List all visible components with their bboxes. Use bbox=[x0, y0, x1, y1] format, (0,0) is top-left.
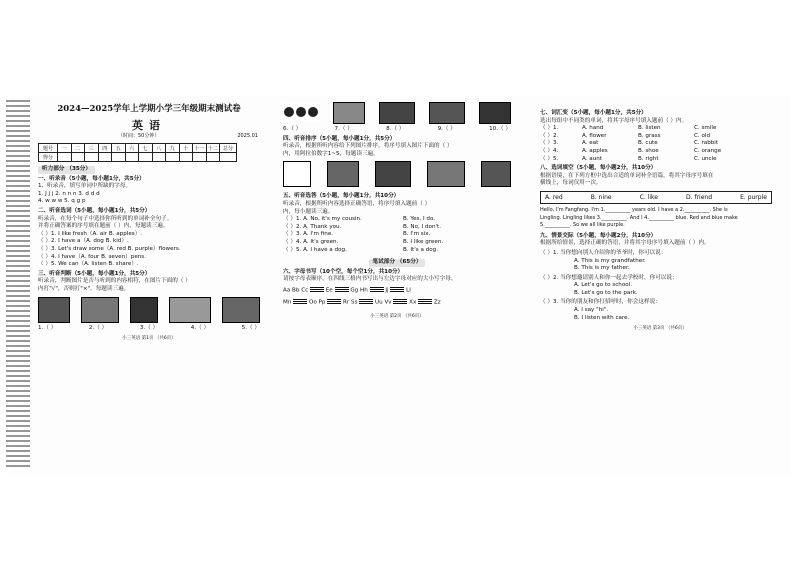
page-1 bbox=[38, 102, 260, 341]
picture-tree bbox=[38, 297, 70, 323]
q5-item: （ ）5. A. I have a dog. B. It's a dog. bbox=[283, 246, 438, 253]
q9-title: 九、情景交际（5小题，每小题2分，共10分） bbox=[540, 232, 657, 239]
picture-building bbox=[481, 161, 511, 187]
top-answers bbox=[283, 126, 511, 134]
q3-instruction: 内打"√"，否则打"×"，每题读三遍。 bbox=[38, 285, 130, 292]
answer-blank[interactable]: 5.（ ） bbox=[241, 324, 260, 331]
answer-blank[interactable]: 3.（ ） bbox=[139, 324, 159, 331]
answer-blank[interactable]: 10.（ ） bbox=[489, 126, 511, 132]
q7-item: （ ）4. A. apples B. shoe C. orange bbox=[540, 147, 722, 154]
q7-instruction: 选出每组中不同类的单词，将其字母序号填入题前（ ）内。 bbox=[540, 117, 688, 124]
page-footer: 小三英语 第2页 （共6页） bbox=[370, 314, 424, 320]
page-footer: 小三英语 第3页 （共6页） bbox=[633, 326, 687, 332]
picture-cup bbox=[283, 161, 311, 187]
q8-passage: Lingling. Lingling likes 3.__________. And I 4.__________ blue. Red and blue make bbox=[540, 214, 738, 221]
q4-instruction: 内，用阿拉伯数字1~5，每题读三遍。 bbox=[283, 150, 379, 157]
q3-pictures bbox=[38, 297, 260, 323]
q6-instruction: 请按字母表顺序，在四线三格内书写出与左边字母对应的大小写字母。 bbox=[283, 276, 457, 283]
q7-title: 七、词汇变（5小题，每小题1分，共5分） bbox=[540, 110, 647, 116]
q9-option: B. I listen with care. bbox=[574, 314, 630, 321]
written-header: 笔试部分 （65分） bbox=[283, 259, 511, 267]
answer-blank[interactable]: 1.（ ） bbox=[38, 324, 57, 331]
q9-question: （ ）1. 当你想向别人介绍你的爷爷时，你可以说： bbox=[540, 249, 667, 256]
page-2 bbox=[283, 102, 511, 319]
picture-children bbox=[222, 297, 260, 323]
picture-boy bbox=[81, 297, 119, 323]
q8-instruction: 横线上，每词仅用一次。 bbox=[540, 180, 602, 187]
q9-instruction: 根据所给情景，选择正确的答语，并将其字母序号填入题前（ ）内。 bbox=[540, 240, 710, 247]
q4-instruction: 听录音，根据所听内容给下列图片排序，将序号填入图片下面的（ ） bbox=[283, 143, 453, 150]
answer-blank[interactable]: 6.（ ） bbox=[283, 126, 302, 132]
q5-instruction: 听录音，根据所听内容选择正确答语，将序号填入题前（ ） bbox=[283, 200, 431, 207]
q9-option: B. This is my father. bbox=[574, 265, 630, 272]
top-pictures bbox=[283, 102, 511, 126]
picture-scene-3 bbox=[479, 102, 511, 124]
q6-row: Aa Bb Cc Ee Gg Hh Jj Ll bbox=[283, 287, 411, 294]
page-footer: 小三英语 第1页 （共6页） bbox=[122, 336, 176, 342]
q9-option: A. Let's go to school. bbox=[574, 282, 633, 289]
exam-time: （时间：50分钟） bbox=[118, 133, 160, 139]
exam-title: 2024—2025学年上学期小学三年级期末测试卷 bbox=[57, 104, 241, 114]
word-bank: A. red B. nine C. like D. friend E. purple bbox=[540, 191, 772, 204]
q9-question: （ ）3. 当你的朋友和你打招呼时，你会这样说： bbox=[540, 299, 661, 306]
q2-item: （ ）1. I like fresh（A. air B. apples）. bbox=[38, 230, 143, 237]
q6-title: 六、字母书写（10个空，每个空1分，共10分） bbox=[283, 268, 404, 275]
page-3 bbox=[540, 110, 780, 331]
q2-item: （ ）2. I have a（A. dog B. kid）. bbox=[38, 238, 129, 245]
q7-item: （ ）3. A. eat B. cute C. rabbit bbox=[540, 140, 719, 147]
picture-number-board bbox=[130, 297, 158, 323]
picture-girl bbox=[327, 161, 359, 187]
score-table: 题号 一 二 三 四 五 六 七 八 九 十 十一 十二 总分 得分 bbox=[38, 143, 237, 162]
q9-option: B. Let's go to the park. bbox=[574, 289, 638, 296]
q3-instruction: 听录音，判断图片是否与听到的内容相符，在图片下面的（ ） bbox=[38, 278, 191, 285]
binding-margin bbox=[6, 100, 30, 470]
picture-kids bbox=[333, 102, 365, 124]
q5-item: （ ）2. A. Thank you. B. No, I don't. bbox=[283, 223, 442, 230]
answer-blank[interactable]: 7.（ ） bbox=[334, 126, 353, 132]
subject-title: 英语 bbox=[132, 119, 166, 132]
q1-instruction: 1、听录音，填写单词中所缺的字母。 bbox=[38, 183, 132, 190]
q8-passage: 5.__________. So we all like purple. bbox=[540, 222, 625, 229]
q7-item: （ ）1. A. hand B. listen C. smile bbox=[540, 125, 717, 132]
q5-item: （ ）3. A. I'm fine. B. I'm six. bbox=[283, 231, 431, 238]
q6-row: Mn Oo Pp Rr Ss Uu Vv Xx Zz bbox=[283, 299, 441, 306]
q5-item: （ ）4. A. It's green. B. I like green. bbox=[283, 238, 444, 245]
q5-instruction: 内，每小题读三遍。 bbox=[283, 208, 334, 215]
picture-family bbox=[375, 161, 411, 187]
q2-item: （ ）5. We can（A. listen B. share）. bbox=[38, 261, 139, 268]
q2-item: （ ）3. Let's draw some（A. red B. purple）flowers. bbox=[38, 245, 181, 252]
q7-item: （ ）5. A. aunt B. right C. uncle bbox=[540, 155, 717, 162]
q5-item: （ ）1. A. No, it's my cousin. B. Yes, I do. bbox=[283, 216, 436, 223]
q2-item: （ ）4. I have（A. four B. seven）pens. bbox=[38, 253, 146, 260]
q3-answers bbox=[38, 325, 260, 333]
q1-row: 4. w w w 5. q g p bbox=[38, 198, 86, 205]
picture-scene bbox=[379, 102, 415, 124]
answer-blank[interactable]: 8.（ ） bbox=[386, 126, 405, 132]
picture-landscape bbox=[427, 161, 465, 187]
picture-person-ground bbox=[169, 297, 211, 323]
q8-title: 八、选词填空（5小题，每小题2分，共10分） bbox=[540, 165, 657, 172]
answer-blank[interactable]: 2.（ ） bbox=[88, 324, 108, 331]
q4-title: 四、听音排序（5小题，每小题1分，共5分） bbox=[283, 135, 396, 142]
q4-pictures bbox=[283, 161, 511, 189]
q8-instruction: 根据语境，在下列方框中选出合适的单词补全语篇，将其字母序号填在 bbox=[540, 172, 714, 179]
q2-instruction: 并将正确答案的序号填在题前（ ）内，每题读三遍。 bbox=[38, 223, 169, 230]
q3-title: 三、听音判断（5小题，每小题1分，共5分） bbox=[38, 270, 151, 277]
listening-header: 听力部分 （35分） bbox=[38, 166, 95, 174]
q9-option: A. I say "hi". bbox=[574, 307, 609, 314]
q9-question: （ ）2. 当你想邀请别人和你一起去学校时，你可以说： bbox=[540, 274, 678, 281]
q1-row: 1. J j j 2. n n n 3. d d d bbox=[38, 190, 100, 197]
picture-fruits bbox=[283, 102, 319, 122]
q9-option: A. This is my grandfather. bbox=[574, 257, 646, 264]
q2-title: 二、听音选词（5小题，每小题1分，共5分） bbox=[38, 207, 151, 214]
q2-instruction: 听录音，在每个句子中选择你所听到的单词补全句子。 bbox=[38, 215, 173, 222]
answer-blank[interactable]: 4.（ ） bbox=[190, 324, 210, 331]
q1-title: 一、听录音（5小题，每小题1分，共5分） bbox=[38, 175, 145, 182]
q5-title: 五、听音选答（5小题，每小题1分，共10分） bbox=[283, 193, 400, 200]
q8-passage: Hello, I'm Fangfang. I'm 1.__________ years old. I have a 2.__________. She is bbox=[540, 206, 728, 213]
exam-date: 2025.01 bbox=[237, 133, 258, 139]
answer-blank[interactable]: 9.（ ） bbox=[437, 126, 456, 132]
picture-scene-2 bbox=[429, 102, 465, 124]
q7-item: （ ）2. A. flower B. grass C. old bbox=[540, 132, 710, 139]
